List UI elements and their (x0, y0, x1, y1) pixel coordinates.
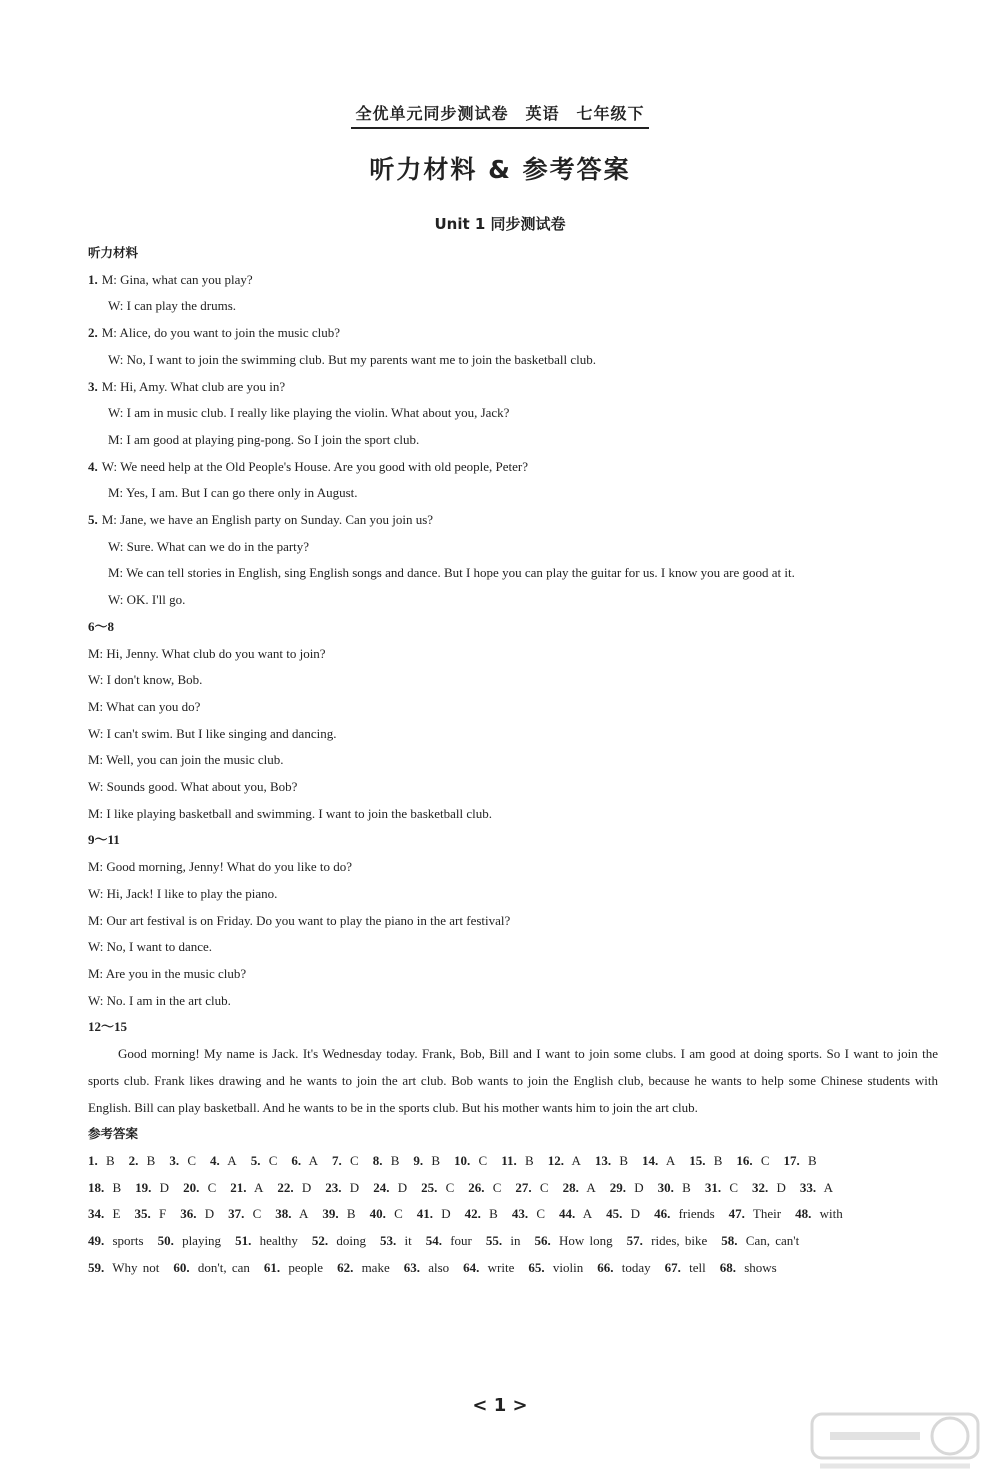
answer-number: 8. (372, 1152, 383, 1168)
answer-item (563, 1180, 596, 1195)
answer-item (88, 1206, 120, 1221)
answer-number: 2. (128, 1152, 139, 1168)
answer-value: B (483, 1206, 498, 1222)
answer-number: 30. (657, 1179, 674, 1195)
answer-item (795, 1206, 843, 1221)
answer-number: 11. (501, 1152, 517, 1168)
answer-number: 54. (425, 1233, 442, 1249)
answer-number: 50. (157, 1233, 174, 1249)
answer-number: 4. (210, 1152, 220, 1168)
answer-value: D (199, 1206, 215, 1222)
book-header (0, 101, 1000, 129)
answer-number: 24. (373, 1179, 390, 1195)
section-9-11-label: 9～11 (88, 832, 120, 848)
answer-item (752, 1180, 786, 1195)
answer-number: 35. (134, 1206, 151, 1222)
answer-number: 9. (413, 1152, 424, 1168)
answer-number: 34. (88, 1206, 105, 1222)
answer-item (210, 1153, 237, 1168)
answer-item (230, 1180, 263, 1195)
answer-item (606, 1206, 640, 1221)
answer-value: it (399, 1233, 412, 1249)
answer-item (426, 1233, 472, 1248)
answer-number: 58. (721, 1233, 738, 1249)
answer-value: C (534, 1179, 549, 1195)
answer-value: B (802, 1152, 817, 1168)
dialogue-text: M: Hi, Amy. What club are you in? (101, 378, 286, 394)
answer-item (721, 1233, 799, 1248)
answer-item (173, 1260, 250, 1275)
answer-number: 46. (654, 1206, 671, 1222)
answer-item (610, 1180, 644, 1195)
dialogue-line (88, 374, 938, 401)
answer-item (468, 1180, 501, 1195)
answer-value: A (222, 1152, 237, 1168)
answer-value: B (614, 1152, 629, 1168)
answer-item (720, 1260, 777, 1275)
answer-value: B (385, 1152, 400, 1168)
answer-value: D (392, 1179, 408, 1195)
answer-item (88, 1180, 121, 1195)
answer-item (337, 1260, 390, 1275)
answer-value: Their (747, 1206, 782, 1222)
main-title: 听力材料 & 参考答案 (369, 155, 631, 184)
answer-value: B (426, 1152, 441, 1168)
answer-value: shows (738, 1259, 777, 1275)
answer-value: C (487, 1179, 502, 1195)
answer-value: in (505, 1233, 521, 1249)
answer-value: B (519, 1152, 534, 1168)
answer-row (88, 1175, 938, 1202)
answer-value: D (154, 1179, 170, 1195)
listening-label: 听力材料 (88, 245, 139, 260)
answer-number: 57. (626, 1233, 643, 1249)
answer-item (736, 1153, 769, 1168)
answer-item (597, 1260, 650, 1275)
answer-item (665, 1260, 706, 1275)
answer-item (729, 1206, 781, 1221)
answer-number: 60. (173, 1259, 190, 1275)
answer-item (373, 1180, 407, 1195)
answer-number: 37. (228, 1206, 245, 1222)
answer-number: 40. (369, 1206, 386, 1222)
section-9-11-lines (88, 854, 938, 1014)
answer-item (291, 1153, 318, 1168)
answer-number: 63. (403, 1259, 420, 1275)
answer-value: A (304, 1152, 319, 1168)
question-number: 2. (88, 325, 98, 341)
answer-number: 38. (275, 1206, 292, 1222)
answer-value: B (708, 1152, 723, 1168)
answer-number: 17. (783, 1152, 800, 1168)
answer-item (417, 1206, 451, 1221)
answer-row (88, 1228, 938, 1255)
answer-value: A (581, 1179, 596, 1195)
answer-number: 66. (597, 1259, 614, 1275)
answer-number: 21. (230, 1179, 247, 1195)
answer-number: 33. (799, 1179, 817, 1195)
answer-number: 36. (180, 1206, 197, 1222)
answer-number: 5. (250, 1152, 261, 1168)
answer-value: D (625, 1206, 641, 1222)
answer-item (264, 1260, 323, 1275)
answer-value: Why not (107, 1259, 160, 1275)
dialogue-text: M: Jane, we have an English party on Sunday. Can you join us? (101, 512, 434, 528)
answer-item (183, 1180, 216, 1195)
answer-item (454, 1153, 487, 1168)
answer-number: 59. (88, 1259, 105, 1275)
answer-item (784, 1153, 817, 1168)
answer-value: C (473, 1152, 488, 1168)
dialogue-line: M: I am good at playing ping-pong. So I join the sport club. (108, 431, 420, 447)
dialogue-line (88, 320, 938, 347)
answer-item (373, 1153, 400, 1168)
dialogue-line (88, 267, 938, 294)
watermark-logo (810, 1408, 980, 1474)
answer-item (325, 1180, 359, 1195)
answer-value: C (531, 1206, 545, 1222)
answer-value: A (566, 1152, 581, 1168)
page-content (88, 240, 938, 1281)
answer-row (88, 1255, 938, 1282)
answer-number: 68. (719, 1259, 736, 1275)
answer-item (404, 1260, 449, 1275)
question-number: 1. (88, 271, 98, 287)
answer-number: 44. (559, 1206, 576, 1222)
answer-value: today (616, 1259, 651, 1275)
answer-item (501, 1153, 533, 1168)
dialogue-line: W: I can't swim. But I like singing and dancing. (88, 725, 337, 741)
answer-value: B (676, 1179, 691, 1195)
answer-item (322, 1206, 355, 1221)
answer-number: 27. (515, 1179, 532, 1195)
answer-item (627, 1233, 708, 1248)
answer-value: How long (553, 1233, 613, 1249)
answer-value: D (629, 1179, 644, 1195)
answer-item (512, 1206, 545, 1221)
answer-number: 61. (263, 1259, 281, 1275)
answer-item (486, 1233, 521, 1248)
question-number: 5. (88, 512, 98, 528)
unit-title: Unit 1 同步测试卷 (434, 215, 566, 233)
answer-value: C (724, 1179, 738, 1195)
answer-number: 48. (795, 1206, 812, 1222)
answer-item (515, 1180, 548, 1195)
answer-item (800, 1180, 833, 1195)
dialogue-text: M: Gina, what can you play? (101, 271, 253, 287)
answer-value: violin (547, 1259, 584, 1275)
dialogue-line: W: OK. I'll go. (108, 592, 186, 608)
answer-item (158, 1233, 222, 1248)
dialogue-line: M: Are you in the music club? (88, 965, 247, 981)
answer-key (88, 1148, 938, 1282)
dialogue-text: W: We need help at the Old People's House. Are you good with old people, Peter? (101, 458, 528, 474)
dialogue-line: W: No, I want to join the swimming club. But my parents want me to join the basketball club. (108, 351, 597, 367)
answer-number: 26. (468, 1179, 485, 1195)
answer-item (134, 1206, 166, 1221)
question-number: 3. (88, 378, 98, 394)
section-6-8-lines (88, 641, 938, 828)
answer-item (534, 1233, 612, 1248)
answer-item (465, 1206, 498, 1221)
answer-row (88, 1148, 938, 1175)
answer-number: 62. (337, 1259, 354, 1275)
answer-value: Can, can't (740, 1233, 800, 1249)
dialogue-line: M: Good morning, Jenny! What do you like to do? (88, 859, 353, 875)
answer-value: write (482, 1259, 515, 1275)
answer-item (413, 1153, 440, 1168)
answer-number: 6. (291, 1152, 302, 1168)
answer-value: don't, can (192, 1259, 250, 1275)
answer-number: 16. (736, 1152, 753, 1168)
answer-value: D (771, 1179, 786, 1195)
answer-number: 29. (609, 1179, 627, 1195)
question-number: 4. (88, 458, 98, 474)
answer-number: 67. (664, 1259, 681, 1275)
answer-number: 31. (704, 1179, 722, 1195)
answers-label: 参考答案 (88, 1126, 139, 1142)
answer-value: also (422, 1259, 450, 1275)
answer-value: with (814, 1206, 843, 1222)
dialogue-line: M: What can you do? (88, 698, 201, 714)
answer-value: A (294, 1206, 309, 1222)
answer-number: 28. (562, 1179, 579, 1195)
answer-row (88, 1201, 938, 1228)
answer-number: 12. (547, 1152, 564, 1168)
answer-value: A (819, 1179, 834, 1195)
answer-item (463, 1260, 514, 1275)
answer-number: 20. (183, 1179, 200, 1195)
answer-item (595, 1153, 628, 1168)
answer-value: B (141, 1152, 156, 1168)
dialogue-line: W: I can play the drums. (108, 298, 237, 314)
dialogue-line: M: We can tell stories in English, sing English songs and dance. But I hope you can play the guitar for us. I know you are good at it. (108, 565, 795, 581)
answer-item (235, 1233, 298, 1248)
answer-value: B (107, 1179, 122, 1195)
answer-number: 13. (594, 1152, 612, 1168)
dialogue-line: W: No, I want to dance. (88, 939, 213, 955)
answer-number: 43. (511, 1206, 529, 1222)
answer-number: 10. (454, 1152, 471, 1168)
answer-item (251, 1153, 278, 1168)
answer-number: 65. (528, 1259, 545, 1275)
dialogue-line: M: Well, you can join the music club. (88, 752, 284, 768)
answer-number: 14. (642, 1152, 659, 1168)
answer-value: sports (107, 1233, 144, 1249)
answer-item (370, 1206, 403, 1221)
dialogue-line (88, 507, 938, 534)
answer-value: C (755, 1152, 770, 1168)
answer-number: 56. (534, 1233, 551, 1249)
answer-item (642, 1153, 675, 1168)
answer-value: rides, bike (645, 1233, 708, 1249)
answer-item (275, 1206, 308, 1221)
answer-item (312, 1233, 366, 1248)
answer-number: 25. (421, 1179, 438, 1195)
answer-value: D (436, 1206, 451, 1222)
dialogue-line (88, 454, 938, 481)
dialogue-line: M: Hi, Jenny. What club do you want to join? (88, 645, 326, 661)
section-12-15-paragraph: Good morning! My name is Jack. It's Wednesday today. Frank, Bob, Bill and I want to join some clubs. I am good at doing sports. So I want to join the sports club. Frank likes drawing and he wants to join the art club. Bob wants to join the English club, because he wants to help some Chinese students with English. Bill can play basketball. And he wants to be in the sports club. But his mother wants him to join the art club. (88, 1046, 938, 1115)
answer-item (169, 1153, 196, 1168)
answer-value: B (341, 1206, 356, 1222)
book-header-text: 全优单元同步测试卷 英语 七年级下 (351, 101, 648, 129)
answer-item (548, 1153, 581, 1168)
answer-item (689, 1153, 722, 1168)
answer-number: 42. (464, 1206, 481, 1222)
dialogue-line: M: Our art festival is on Friday. Do you want to play the piano in the art festival? (88, 912, 511, 928)
answer-value: C (440, 1179, 455, 1195)
answer-item (332, 1153, 359, 1168)
answer-item (705, 1180, 738, 1195)
answer-item (559, 1206, 592, 1221)
dialogue-text: M: Alice, do you want to join the music club? (101, 325, 341, 341)
answer-item (528, 1260, 583, 1275)
answer-value: doing (331, 1233, 366, 1249)
dialogue-line: W: No. I am in the art club. (88, 992, 231, 1008)
dialogue-line: W: I am in music club. I really like playing the violin. What about you, Jack? (108, 405, 510, 421)
answer-item (129, 1153, 156, 1168)
answer-value: C (182, 1152, 197, 1168)
answer-value: C (247, 1206, 262, 1222)
answer-number: 41. (416, 1206, 434, 1222)
answer-value: C (344, 1152, 359, 1168)
answer-number: 18. (88, 1179, 105, 1195)
answer-value: B (100, 1152, 115, 1168)
answer-item (228, 1206, 261, 1221)
answer-item (88, 1233, 144, 1248)
answer-number: 3. (169, 1152, 180, 1168)
answer-number: 7. (332, 1152, 342, 1168)
answer-value: C (202, 1179, 217, 1195)
answer-number: 49. (88, 1233, 105, 1249)
answer-item (380, 1233, 412, 1248)
answer-number: 22. (277, 1179, 294, 1195)
dialogue-line: W: Sure. What can we do in the party? (108, 538, 310, 554)
answer-value: healthy (254, 1233, 298, 1249)
answer-number: 55. (485, 1233, 503, 1249)
answer-value: C (263, 1152, 278, 1168)
section-6-8-label: 6～8 (88, 618, 115, 634)
answer-item (654, 1206, 715, 1221)
answer-value: make (356, 1259, 390, 1275)
answer-item (277, 1180, 311, 1195)
dialogue-list (88, 267, 938, 614)
answer-value: A (578, 1206, 593, 1222)
dialogue-line: W: I don't know, Bob. (88, 672, 203, 688)
answer-number: 52. (311, 1233, 329, 1249)
answer-item (88, 1153, 115, 1168)
dialogue-line: W: Sounds good. What about you, Bob? (88, 779, 298, 795)
answer-value: D (344, 1179, 360, 1195)
answer-value: E (107, 1206, 121, 1222)
answer-number: 15. (689, 1152, 706, 1168)
answer-value: A (661, 1152, 676, 1168)
answer-number: 45. (606, 1206, 623, 1222)
answer-value: four (444, 1233, 472, 1249)
dialogue-line: M: I like playing basketball and swimming. I want to join the basketball club. (88, 805, 493, 821)
answer-number: 53. (379, 1233, 397, 1249)
page-number: < 1 > (472, 1395, 528, 1416)
answer-item (658, 1180, 691, 1195)
answer-value: tell (683, 1259, 706, 1275)
answer-item (180, 1206, 214, 1221)
answer-number: 64. (463, 1259, 480, 1275)
answer-number: 32. (752, 1179, 769, 1195)
answer-value: friends (673, 1206, 715, 1222)
answer-value: playing (176, 1233, 222, 1249)
answer-item (421, 1180, 454, 1195)
answer-number: 51. (235, 1233, 252, 1249)
answer-value: people (283, 1259, 324, 1275)
dialogue-line: M: Yes, I am. But I can go there only in August. (108, 485, 358, 501)
answer-number: 19. (135, 1179, 152, 1195)
answer-number: 23. (325, 1179, 342, 1195)
section-12-15-label: 12～15 (88, 1019, 128, 1035)
answer-value: C (388, 1206, 403, 1222)
answer-number: 47. (728, 1206, 745, 1222)
answer-value: A (249, 1179, 264, 1195)
dialogue-line: W: Hi, Jack! I like to play the piano. (88, 885, 278, 901)
answer-number: 39. (322, 1206, 339, 1222)
answer-value: D (296, 1179, 312, 1195)
answer-value: F (153, 1206, 167, 1222)
answer-item (135, 1180, 169, 1195)
answer-item (88, 1260, 159, 1275)
answer-number: 1. (88, 1152, 98, 1168)
